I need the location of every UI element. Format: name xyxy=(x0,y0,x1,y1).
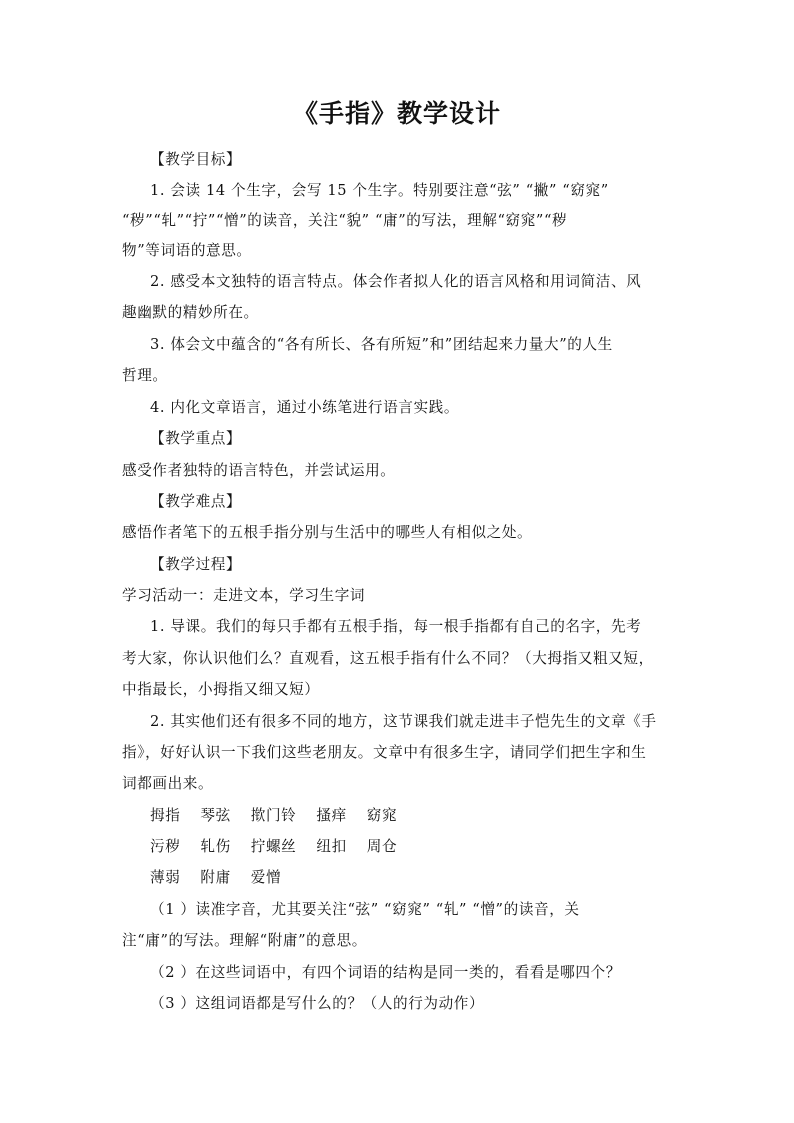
key-heading: 【教学重点】 xyxy=(150,430,242,447)
goal-4-line-1: 4. 内化文章语言，通过小练笔进行语言实践。 xyxy=(150,399,460,416)
process-1-line-2: 考大家，你认识他们么？直观看，这五根手指有什么不同？（大拇指又粗又短， xyxy=(122,650,654,667)
word-item: 揿门铃 xyxy=(250,807,297,824)
word-item: 周仓 xyxy=(366,838,398,855)
process-1-line-3: 中指最长，小拇指又细又短） xyxy=(122,681,320,698)
goal-2-line-2: 趣幽默的精妙所在。 xyxy=(122,304,259,321)
process-1-line-1: 1. 导课。我们的每只手都有五根手指，每一根手指都有自己的名字，先考 xyxy=(150,618,642,635)
word-list-row-1 xyxy=(150,806,417,826)
question-2: （2 ）在这些词语中，有四个词语的结构是同一类的，看看是哪四个？ xyxy=(150,964,621,981)
word-item: 拇指 xyxy=(150,807,181,824)
goal-3-line-2: 哲理。 xyxy=(122,367,168,384)
word-item: 搔痒 xyxy=(316,807,347,824)
word-item: 附庸 xyxy=(200,869,231,886)
question-3: （3 ）这组词语都是写什么的？（人的行为动作） xyxy=(150,995,485,1012)
word-item: 薄弱 xyxy=(150,869,181,886)
goal-1-line-1: 1. 会读 14 个生字，会写 15 个生字。特别要注意“弦” “撇” “窈窕” xyxy=(150,182,609,199)
process-2-line-2: 指》，好好认识一下我们这些老朋友。文章中有很多生字，请同学们把生字和生 xyxy=(122,744,647,761)
goal-1-line-3: 物”等词语的意思。 xyxy=(122,242,252,259)
word-item: 污秽 xyxy=(150,838,181,855)
word-item: 爱憎 xyxy=(250,869,282,886)
goal-2-line-1: 2. 感受本文独特的语言特点。体会作者拟人化的语言风格和用词简洁、风 xyxy=(150,273,642,290)
difficulty-text: 感悟作者笔下的五根手指分别与生活中的哪些人有相似之处。 xyxy=(122,524,533,541)
word-item: 轧伤 xyxy=(200,838,231,855)
process-2-line-3: 词都画出来。 xyxy=(122,775,214,792)
process-heading: 【教学过程】 xyxy=(150,556,242,573)
word-item: 拧螺丝 xyxy=(250,838,297,855)
goals-heading: 【教学目标】 xyxy=(150,151,242,168)
word-item: 琴弦 xyxy=(200,807,231,824)
question-1-line-2: 注“庸”的写法。理解“附庸”的意思。 xyxy=(122,932,367,949)
process-2-line-1: 2. 其实他们还有很多不同的地方，这节课我们就走进丰子恺先生的文章《手 xyxy=(150,713,657,730)
question-1-line-1: （1 ）读准字音，尤其要关注“弦” “窈窕” “轧” “憎”的读音，关 xyxy=(150,901,580,918)
document-title: 《手指》教学设计 xyxy=(292,99,501,128)
goal-1-line-2: “秽”“轧”“拧”“憎”的读音，关注“貌” “庸”的写法，理解“窈窕”“秽 xyxy=(122,212,568,229)
word-item: 窈窕 xyxy=(366,807,398,824)
word-list-row-2 xyxy=(150,837,417,857)
difficulty-heading: 【教学难点】 xyxy=(150,493,242,510)
word-list-row-3 xyxy=(150,868,301,888)
activity-1-title: 学习活动一：走进文本，学习生字词 xyxy=(122,587,366,604)
key-text: 感受作者独特的语言特色，并尝试运用。 xyxy=(122,462,396,479)
word-item: 纽扣 xyxy=(316,838,347,855)
goal-3-line-1: 3. 体会文中蕴含的“各有所长、各有所短”和”团结起来力量大”的人生 xyxy=(150,336,613,353)
